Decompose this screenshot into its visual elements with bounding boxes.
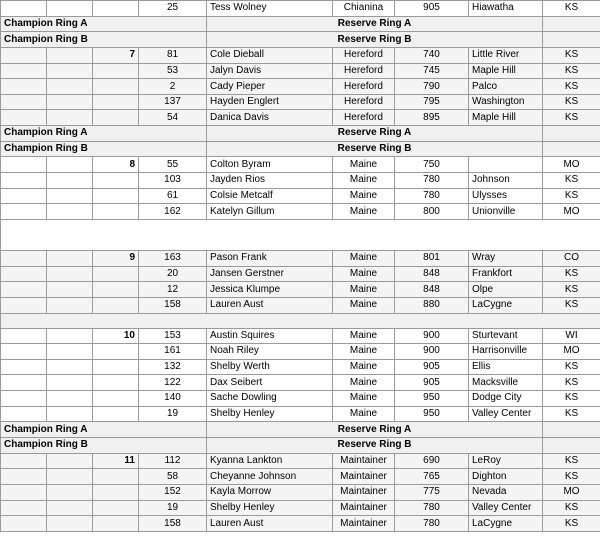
entry-number: 53	[139, 63, 207, 79]
weight: 801	[395, 250, 469, 266]
weight: 950	[395, 406, 469, 422]
table-row	[1, 188, 600, 204]
empty-cell	[47, 266, 93, 282]
class-number	[93, 406, 139, 422]
table-row	[1, 516, 600, 532]
class-number	[93, 110, 139, 126]
empty-cell	[47, 250, 93, 266]
empty-cell	[1, 1, 47, 17]
weight: 775	[395, 484, 469, 500]
hometown: LaCygne	[469, 297, 543, 313]
exhibitor-name: Jansen Gerstner	[207, 266, 333, 282]
empty-cell	[47, 469, 93, 485]
hometown: Harrisonville	[469, 344, 543, 360]
weight: 780	[395, 516, 469, 532]
empty-cell	[1, 297, 47, 313]
empty-cell	[47, 1, 93, 17]
empty-cell	[1, 391, 47, 407]
entry-number: 19	[139, 406, 207, 422]
weight: 848	[395, 266, 469, 282]
hometown: Valley Center	[469, 406, 543, 422]
weight: 900	[395, 344, 469, 360]
hometown: LeRoy	[469, 453, 543, 469]
class-number	[93, 500, 139, 516]
class-number	[93, 1, 139, 17]
exhibitor-name: Noah Riley	[207, 344, 333, 360]
hometown: Macksville	[469, 375, 543, 391]
empty-cell	[1, 219, 600, 250]
breed: Maine	[333, 328, 395, 344]
weight: 740	[395, 47, 469, 63]
class-number	[93, 391, 139, 407]
state: KS	[543, 188, 600, 204]
reserve-label: Reserve Ring A	[207, 126, 543, 142]
hometown: Hiawatha	[469, 1, 543, 17]
empty-cell	[543, 126, 600, 142]
empty-cell	[1, 453, 47, 469]
breed: Hereford	[333, 110, 395, 126]
breed: Maine	[333, 188, 395, 204]
empty-cell	[1, 266, 47, 282]
empty-cell	[1, 500, 47, 516]
exhibitor-name: Hayden Englert	[207, 94, 333, 110]
weight: 745	[395, 63, 469, 79]
empty-cell	[47, 516, 93, 532]
empty-cell	[1, 157, 47, 173]
entry-number: 103	[139, 173, 207, 189]
entry-number: 19	[139, 500, 207, 516]
empty-cell	[47, 204, 93, 220]
entry-number: 158	[139, 297, 207, 313]
entry-number: 153	[139, 328, 207, 344]
state: KS	[543, 1, 600, 17]
exhibitor-name: Cady Pieper	[207, 79, 333, 95]
exhibitor-name: Tess Wolney	[207, 1, 333, 17]
weight: 780	[395, 173, 469, 189]
hometown: Wray	[469, 250, 543, 266]
breed: Chianina	[333, 1, 395, 17]
exhibitor-name: Kayla Morrow	[207, 484, 333, 500]
table-row	[1, 484, 600, 500]
table-row	[1, 157, 600, 173]
table-row	[1, 375, 600, 391]
weight: 880	[395, 297, 469, 313]
exhibitor-name: Colsie Metcalf	[207, 188, 333, 204]
state: KS	[543, 266, 600, 282]
class-number	[93, 375, 139, 391]
empty-cell	[47, 359, 93, 375]
class-number: 9	[93, 250, 139, 266]
table-row	[1, 469, 600, 485]
table-row	[1, 1, 600, 17]
state: MO	[543, 204, 600, 220]
breed: Maine	[333, 344, 395, 360]
reserve-label: Reserve Ring B	[207, 141, 543, 157]
table-row	[1, 391, 600, 407]
entry-number: 132	[139, 359, 207, 375]
hometown: LaCygne	[469, 516, 543, 532]
exhibitor-name: Shelby Henley	[207, 500, 333, 516]
entry-number: 12	[139, 282, 207, 298]
entry-number: 58	[139, 469, 207, 485]
entry-number: 112	[139, 453, 207, 469]
exhibitor-name: Katelyn Gillum	[207, 204, 333, 220]
hometown: Unionville	[469, 204, 543, 220]
breed: Hereford	[333, 63, 395, 79]
exhibitor-name: Shelby Henley	[207, 406, 333, 422]
weight: 905	[395, 375, 469, 391]
empty-cell	[47, 173, 93, 189]
empty-cell	[543, 32, 600, 48]
exhibitor-name: Danica Davis	[207, 110, 333, 126]
exhibitor-name: Jessica Klumpe	[207, 282, 333, 298]
breed: Hereford	[333, 47, 395, 63]
table-row	[1, 63, 600, 79]
empty-cell	[1, 313, 600, 328]
empty-cell	[1, 250, 47, 266]
empty-cell	[1, 469, 47, 485]
weight: 895	[395, 110, 469, 126]
champion-label: Champion Ring A	[1, 16, 207, 32]
champion-label: Champion Ring A	[1, 422, 207, 438]
weight: 905	[395, 1, 469, 17]
champion-label: Champion Ring B	[1, 141, 207, 157]
exhibitor-name: Pason Frank	[207, 250, 333, 266]
class-number	[93, 204, 139, 220]
breed: Maintainer	[333, 516, 395, 532]
entry-number: 25	[139, 1, 207, 17]
table-row	[1, 266, 600, 282]
class-number: 8	[93, 157, 139, 173]
empty-cell	[47, 484, 93, 500]
hometown: Dodge City	[469, 391, 543, 407]
hometown: Nevada	[469, 484, 543, 500]
class-number	[93, 344, 139, 360]
state: KS	[543, 110, 600, 126]
weight: 690	[395, 453, 469, 469]
breed: Maine	[333, 282, 395, 298]
exhibitor-name: Shelby Werth	[207, 359, 333, 375]
exhibitor-name: Sache Dowling	[207, 391, 333, 407]
breed: Maine	[333, 391, 395, 407]
breed: Maintainer	[333, 500, 395, 516]
exhibitor-name: Lauren Aust	[207, 297, 333, 313]
empty-cell	[47, 110, 93, 126]
state: KS	[543, 516, 600, 532]
state: KS	[543, 94, 600, 110]
state: WI	[543, 328, 600, 344]
breed: Maine	[333, 173, 395, 189]
breed: Maine	[333, 204, 395, 220]
entry-number: 162	[139, 204, 207, 220]
empty-cell	[1, 375, 47, 391]
results-body	[1, 1, 600, 532]
hometown: Maple Hill	[469, 110, 543, 126]
class-number	[93, 297, 139, 313]
hometown: Maple Hill	[469, 63, 543, 79]
entry-number: 163	[139, 250, 207, 266]
empty-cell	[47, 79, 93, 95]
table-row	[1, 110, 600, 126]
empty-cell	[47, 406, 93, 422]
weight: 780	[395, 500, 469, 516]
table-row	[1, 250, 600, 266]
class-number	[93, 359, 139, 375]
exhibitor-name: Jayden Rios	[207, 173, 333, 189]
entry-number: 20	[139, 266, 207, 282]
empty-cell	[47, 297, 93, 313]
empty-cell	[1, 47, 47, 63]
weight: 900	[395, 328, 469, 344]
empty-cell	[47, 453, 93, 469]
ring-results-row	[1, 32, 600, 48]
class-number	[93, 516, 139, 532]
state: KS	[543, 63, 600, 79]
entry-number: 55	[139, 157, 207, 173]
empty-cell	[543, 438, 600, 454]
entry-number: 161	[139, 344, 207, 360]
exhibitor-name: Kyanna Lankton	[207, 453, 333, 469]
breed: Maintainer	[333, 453, 395, 469]
empty-cell	[47, 188, 93, 204]
state: KS	[543, 375, 600, 391]
empty-cell	[1, 516, 47, 532]
champion-label: Champion Ring A	[1, 126, 207, 142]
hometown: Olpe	[469, 282, 543, 298]
spacer-row	[1, 313, 600, 328]
breed: Maine	[333, 157, 395, 173]
exhibitor-name: Dax Seibert	[207, 375, 333, 391]
class-number	[93, 173, 139, 189]
table-row	[1, 204, 600, 220]
state: KS	[543, 359, 600, 375]
breed: Maintainer	[333, 484, 395, 500]
breed: Maine	[333, 375, 395, 391]
champion-label: Champion Ring B	[1, 438, 207, 454]
hometown: Johnson	[469, 173, 543, 189]
entry-number: 140	[139, 391, 207, 407]
hometown: Sturtevant	[469, 328, 543, 344]
state: KS	[543, 406, 600, 422]
table-row	[1, 297, 600, 313]
reserve-label: Reserve Ring B	[207, 438, 543, 454]
breed: Maine	[333, 359, 395, 375]
state: KS	[543, 282, 600, 298]
weight: 780	[395, 188, 469, 204]
hometown: Washington	[469, 94, 543, 110]
table-row	[1, 453, 600, 469]
empty-cell	[1, 188, 47, 204]
table-row	[1, 173, 600, 189]
entry-number: 54	[139, 110, 207, 126]
weight: 800	[395, 204, 469, 220]
exhibitor-name: Colton Byram	[207, 157, 333, 173]
champion-label: Champion Ring B	[1, 32, 207, 48]
exhibitor-name: Cole Dieball	[207, 47, 333, 63]
empty-cell	[543, 422, 600, 438]
class-number: 10	[93, 328, 139, 344]
weight: 905	[395, 359, 469, 375]
exhibitor-name: Cheyanne Johnson	[207, 469, 333, 485]
state: CO	[543, 250, 600, 266]
hometown	[469, 157, 543, 173]
state: KS	[543, 297, 600, 313]
empty-cell	[1, 110, 47, 126]
table-row	[1, 328, 600, 344]
hometown: Dighton	[469, 469, 543, 485]
table-row	[1, 359, 600, 375]
exhibitor-name: Austin Squires	[207, 328, 333, 344]
hometown: Frankfort	[469, 266, 543, 282]
state: MO	[543, 484, 600, 500]
class-number	[93, 94, 139, 110]
table-row	[1, 79, 600, 95]
reserve-label: Reserve Ring A	[207, 422, 543, 438]
table-row	[1, 94, 600, 110]
table-row	[1, 500, 600, 516]
breed: Maine	[333, 406, 395, 422]
class-number	[93, 188, 139, 204]
entry-number: 158	[139, 516, 207, 532]
empty-cell	[1, 282, 47, 298]
table-row	[1, 406, 600, 422]
state: KS	[543, 391, 600, 407]
weight: 790	[395, 79, 469, 95]
ring-results-row	[1, 126, 600, 142]
empty-cell	[47, 157, 93, 173]
hometown: Little River	[469, 47, 543, 63]
breed: Maine	[333, 297, 395, 313]
weight: 765	[395, 469, 469, 485]
hometown: Palco	[469, 79, 543, 95]
table-row	[1, 47, 600, 63]
ring-results-row	[1, 141, 600, 157]
state: KS	[543, 453, 600, 469]
weight: 848	[395, 282, 469, 298]
empty-cell	[1, 204, 47, 220]
empty-cell	[543, 141, 600, 157]
class-number	[93, 266, 139, 282]
state: MO	[543, 157, 600, 173]
state: MO	[543, 344, 600, 360]
state: KS	[543, 79, 600, 95]
empty-cell	[47, 47, 93, 63]
empty-cell	[1, 328, 47, 344]
class-number: 7	[93, 47, 139, 63]
exhibitor-name: Jalyn Davis	[207, 63, 333, 79]
entry-number: 137	[139, 94, 207, 110]
class-number	[93, 79, 139, 95]
hometown: Ellis	[469, 359, 543, 375]
empty-cell	[543, 16, 600, 32]
entry-number: 122	[139, 375, 207, 391]
exhibitor-name: Lauren Aust	[207, 516, 333, 532]
breed: Maine	[333, 250, 395, 266]
empty-cell	[47, 391, 93, 407]
empty-cell	[1, 94, 47, 110]
weight: 950	[395, 391, 469, 407]
ring-results-row	[1, 422, 600, 438]
table-row	[1, 344, 600, 360]
state: KS	[543, 469, 600, 485]
reserve-label: Reserve Ring A	[207, 16, 543, 32]
empty-cell	[47, 94, 93, 110]
entry-number: 81	[139, 47, 207, 63]
table-row	[1, 282, 600, 298]
entry-number: 61	[139, 188, 207, 204]
class-number	[93, 484, 139, 500]
state: KS	[543, 173, 600, 189]
weight: 750	[395, 157, 469, 173]
entry-number: 152	[139, 484, 207, 500]
state: KS	[543, 47, 600, 63]
breed: Maintainer	[333, 469, 395, 485]
empty-cell	[47, 282, 93, 298]
hometown: Valley Center	[469, 500, 543, 516]
class-number	[93, 469, 139, 485]
empty-cell	[1, 173, 47, 189]
breed: Maine	[333, 266, 395, 282]
class-number	[93, 282, 139, 298]
empty-cell	[47, 63, 93, 79]
empty-cell	[47, 500, 93, 516]
empty-cell	[47, 344, 93, 360]
hometown: Ulysses	[469, 188, 543, 204]
state: KS	[543, 500, 600, 516]
spacer-row	[1, 219, 600, 250]
breed: Hereford	[333, 94, 395, 110]
weight: 795	[395, 94, 469, 110]
empty-cell	[1, 63, 47, 79]
ring-results-row	[1, 16, 600, 32]
empty-cell	[47, 328, 93, 344]
empty-cell	[1, 359, 47, 375]
class-number	[93, 63, 139, 79]
empty-cell	[1, 344, 47, 360]
empty-cell	[1, 484, 47, 500]
ring-results-row	[1, 438, 600, 454]
reserve-label: Reserve Ring B	[207, 32, 543, 48]
entry-number: 2	[139, 79, 207, 95]
empty-cell	[47, 375, 93, 391]
empty-cell	[1, 406, 47, 422]
class-number: 11	[93, 453, 139, 469]
breed: Hereford	[333, 79, 395, 95]
empty-cell	[1, 79, 47, 95]
